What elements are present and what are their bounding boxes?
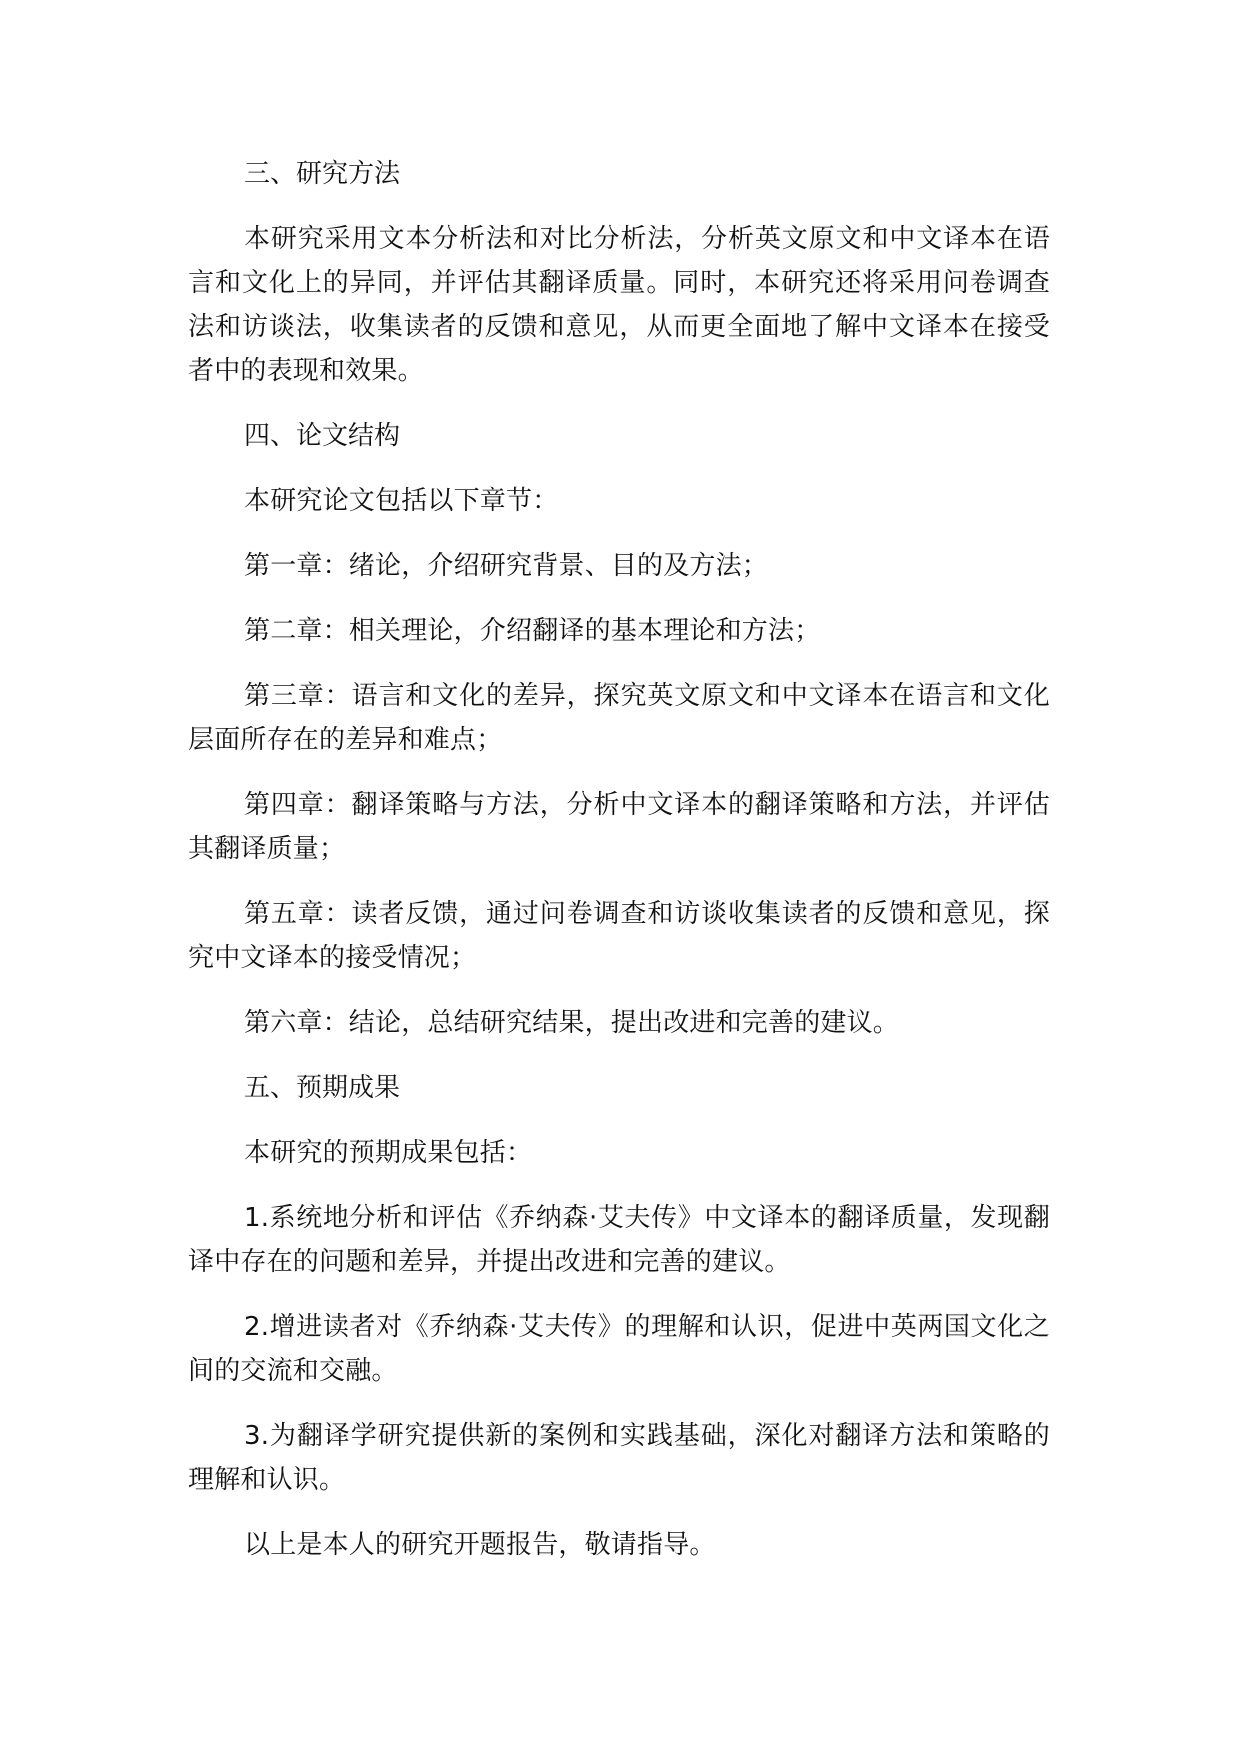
section-heading-methods: 三、研究方法 [244, 159, 401, 189]
outcome-item-2: 2.增进读者对《乔纳森·艾夫传》的理解和认识，促进中英两国文化之间的交流和交融。 [188, 1312, 1050, 1386]
chapter-item-1: 第一章：绪论，介绍研究背景、目的及方法； [244, 551, 769, 581]
chapter-item-2: 第二章：相关理论，介绍翻译的基本理论和方法； [244, 616, 821, 646]
closing-paragraph: 以上是本人的研究开题报告，敬请指导。 [244, 1530, 716, 1560]
chapter-item-5: 第五章：读者反馈，通过问卷调查和访谈收集读者的反馈和意见，探究中文译本的接受情况； [188, 899, 1050, 973]
paragraph-outcomes-intro: 本研究的预期成果包括： [244, 1138, 533, 1168]
paragraph-methods: 本研究采用文本分析法和对比分析法，分析英文原文和中文译本在语言和文化上的异同，并评估其翻译质量。同时，本研究还将采用问卷调查法和访谈法，收集读者的反馈和意见，从而更全面地了解中文译本在接受者中的表现和效果。 [188, 224, 1050, 386]
outcome-item-3: 3.为翻译学研究提供新的案例和实践基础，深化对翻译方法和策略的理解和认识。 [188, 1421, 1050, 1495]
section-heading-outcomes: 五、预期成果 [244, 1073, 401, 1103]
outcome-item-1: 1.系统地分析和评估《乔纳森·艾夫传》中文译本的翻译质量，发现翻译中存在的问题和差异，并提出改进和完善的建议。 [188, 1203, 1050, 1277]
chapter-item-6: 第六章：结论，总结研究结果，提出改进和完善的建议。 [244, 1008, 900, 1038]
document-body [188, 152, 1050, 1567]
paragraph-structure-intro: 本研究论文包括以下章节： [244, 486, 559, 516]
section-heading-structure: 四、论文结构 [244, 421, 401, 451]
chapter-item-3: 第三章：语言和文化的差异，探究英文原文和中文译本在语言和文化层面所存在的差异和难点； [188, 681, 1050, 755]
chapter-item-4: 第四章：翻译策略与方法，分析中文译本的翻译策略和方法，并评估其翻译质量； [188, 790, 1050, 864]
